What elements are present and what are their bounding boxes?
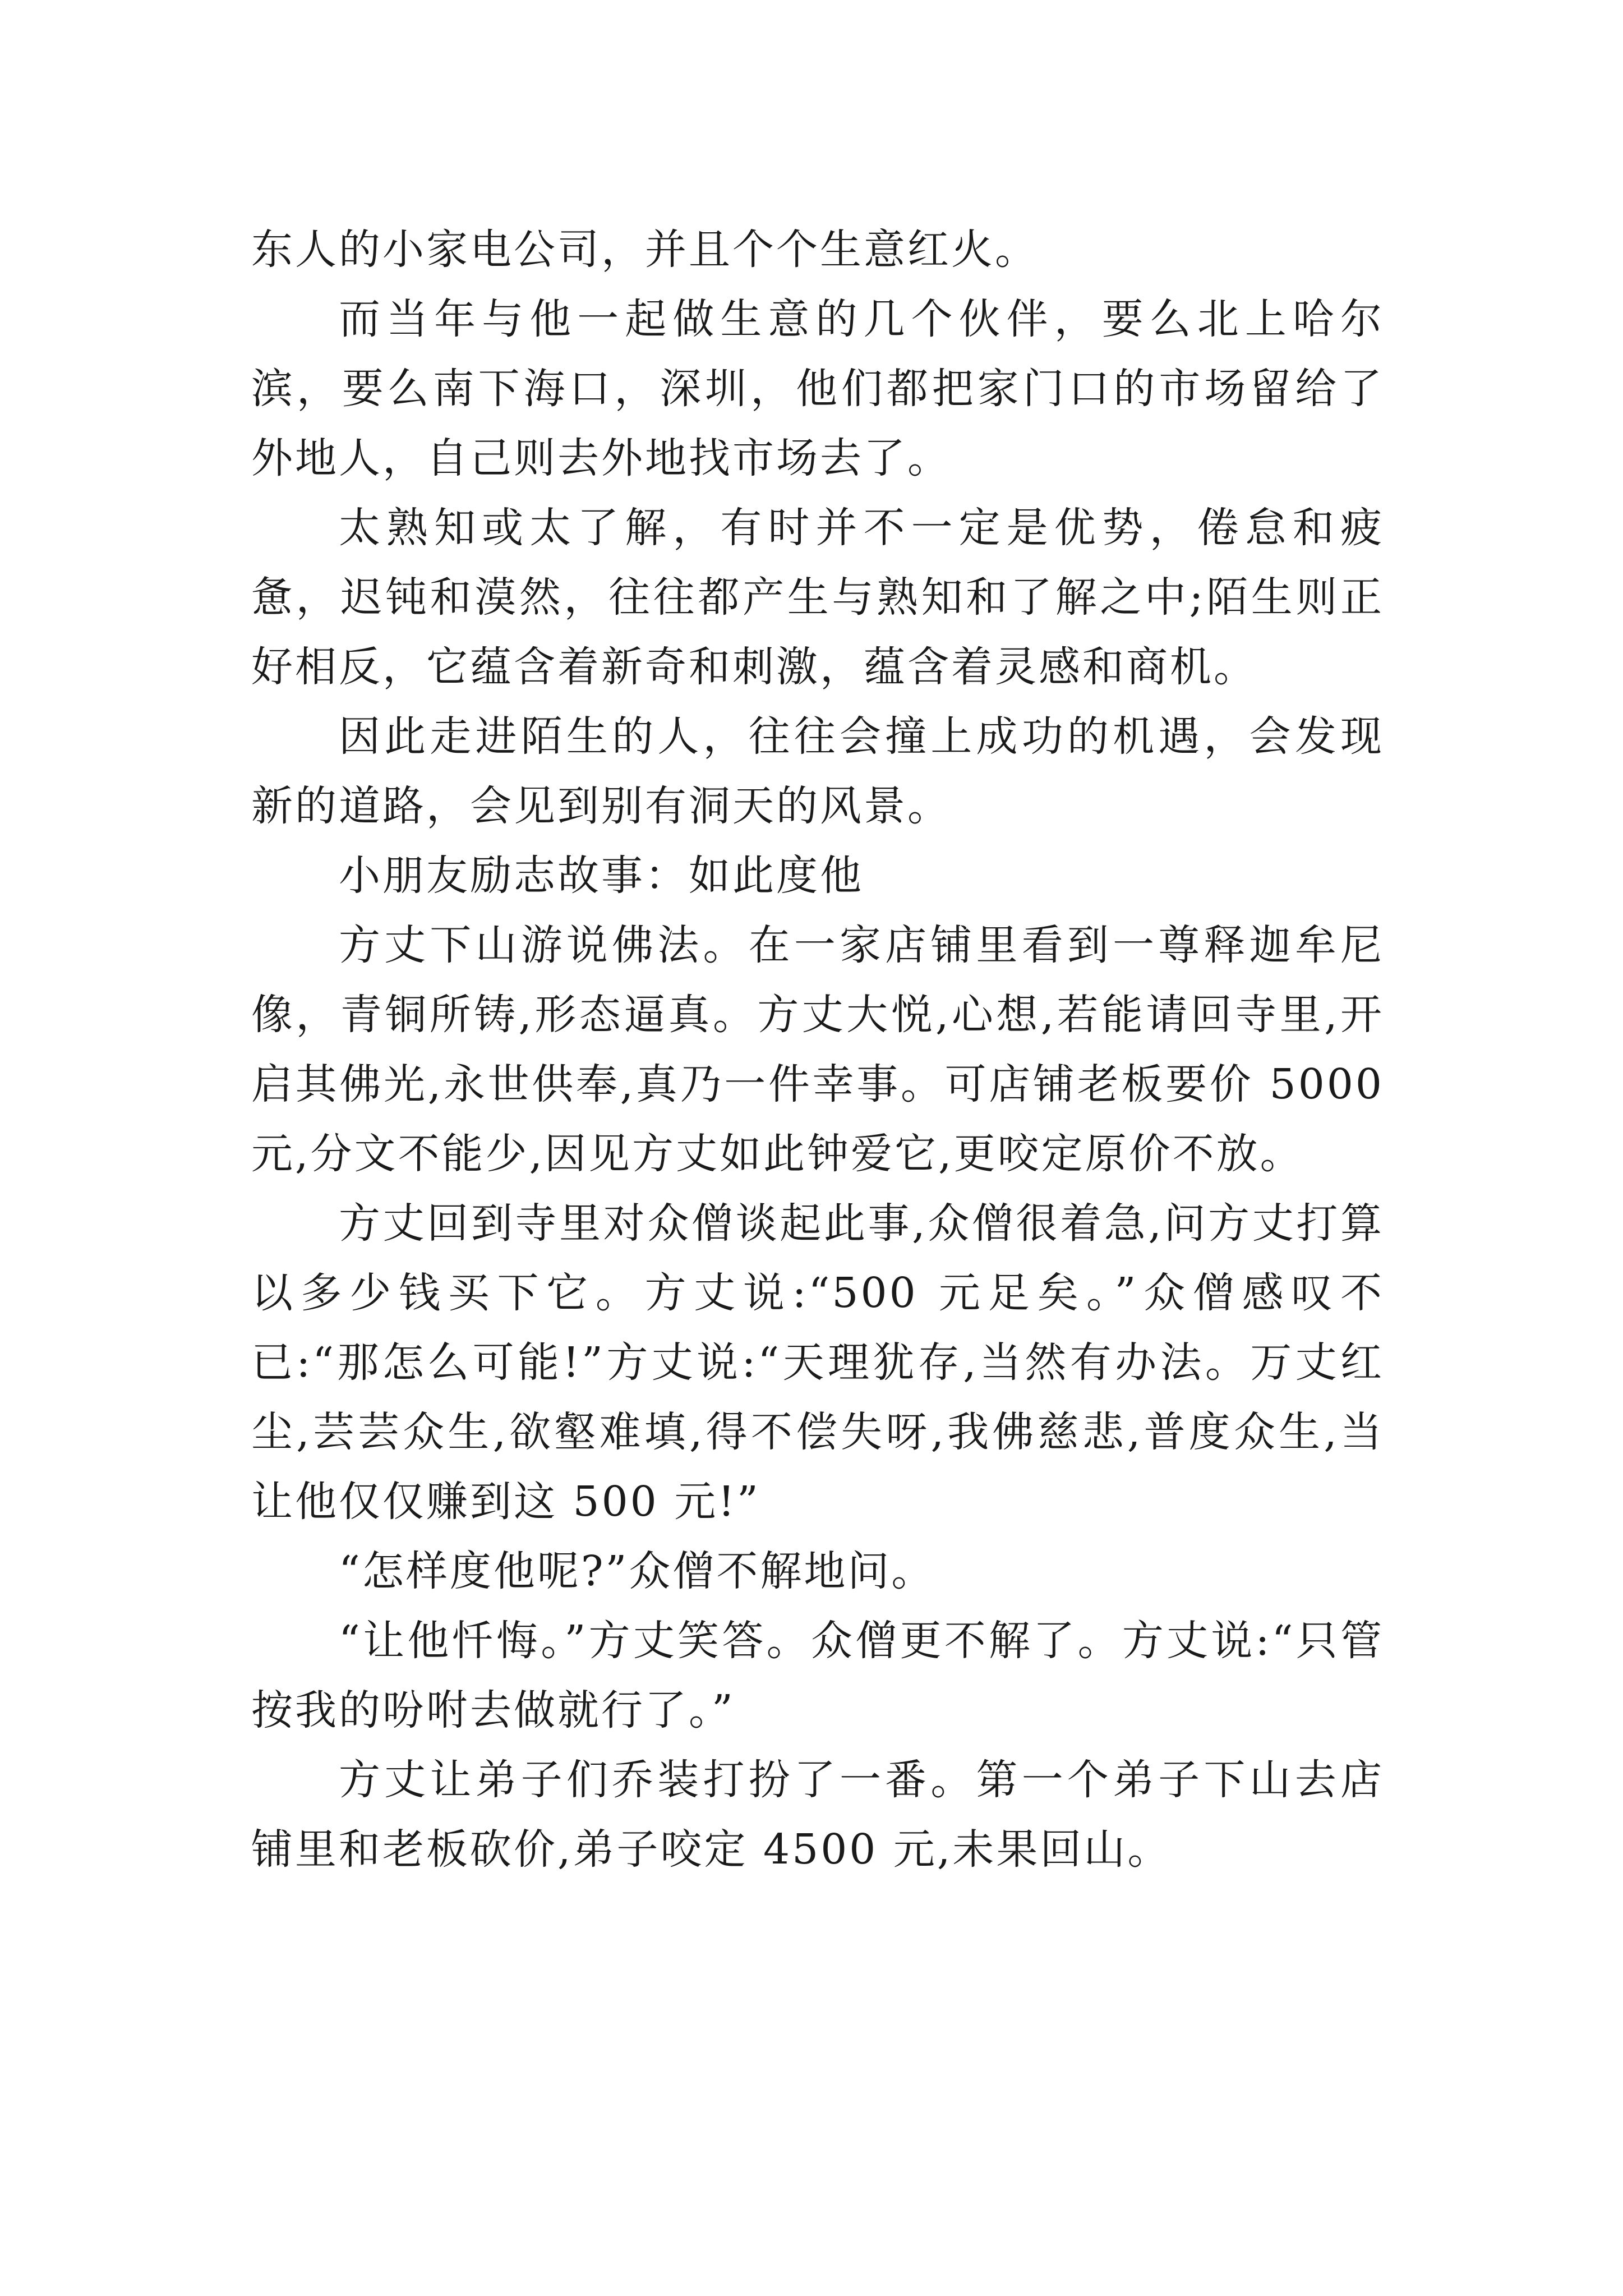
paragraph-8: “怎样度他呢?”众僧不解地问。	[339, 1547, 935, 1595]
paragraph-3: 太熟知或太了解，有时并不一定是优势，倦怠和疲惫，迟钝和漠然，往往都产生与熟知和了解之中;陌生则正好相反，它蕴含着新奇和刺激，蕴含着灵感和商机。	[251, 504, 1384, 691]
paragraph-9: “让他忏悔。”方丈笑答。众僧更不解了。方丈说:“只管按我的吩咐去做就行了。”	[251, 1617, 1384, 1734]
story-heading: 小朋友励志故事：如此度他	[339, 852, 864, 900]
paragraph-2: 而当年与他一起做生意的几个伙伴，要么北上哈尔滨，要么南下海口，深圳，他们都把家门口的市场留给了外地人，自己则去外地找市场去了。	[251, 295, 1384, 482]
paragraph-7: 方丈回到寺里对众僧谈起此事,众僧很着急,问方丈打算以多少钱买下它。方丈说:“500 元足矣。”众僧感叹不已:“那怎么可能!”方丈说:“天理犹存,当然有办法。万丈红尘,芸芸众生,欲壑难填,得不偿失呀,我佛慈悲,普度众生,当让他仅仅赚到这 500 元!”	[251, 1199, 1384, 1526]
paragraph-1: 东人的小家电公司，并且个个生意红火。	[251, 226, 1039, 274]
document-body	[251, 215, 1384, 1884]
paragraph-4: 因此走进陌生的人，往往会撞上成功的机遇，会发现新的道路，会见到别有洞天的风景。	[251, 712, 1384, 830]
paragraph-6: 方丈下山游说佛法。在一家店铺里看到一尊释迦牟尼像，青铜所铸,形态逼真。方丈大悦,心想,若能请回寺里,开启其佛光,永世供奉,真乃一件幸事。可店铺老板要价 5000 元,分文不能少,因见方丈如此钟爱它,更咬定原价不放。	[251, 921, 1384, 1178]
paragraph-10: 方丈让弟子们乔装打扮了一番。第一个弟子下山去店铺里和老板砍价,弟子咬定 4500 元,未果回山。	[251, 1756, 1384, 1874]
